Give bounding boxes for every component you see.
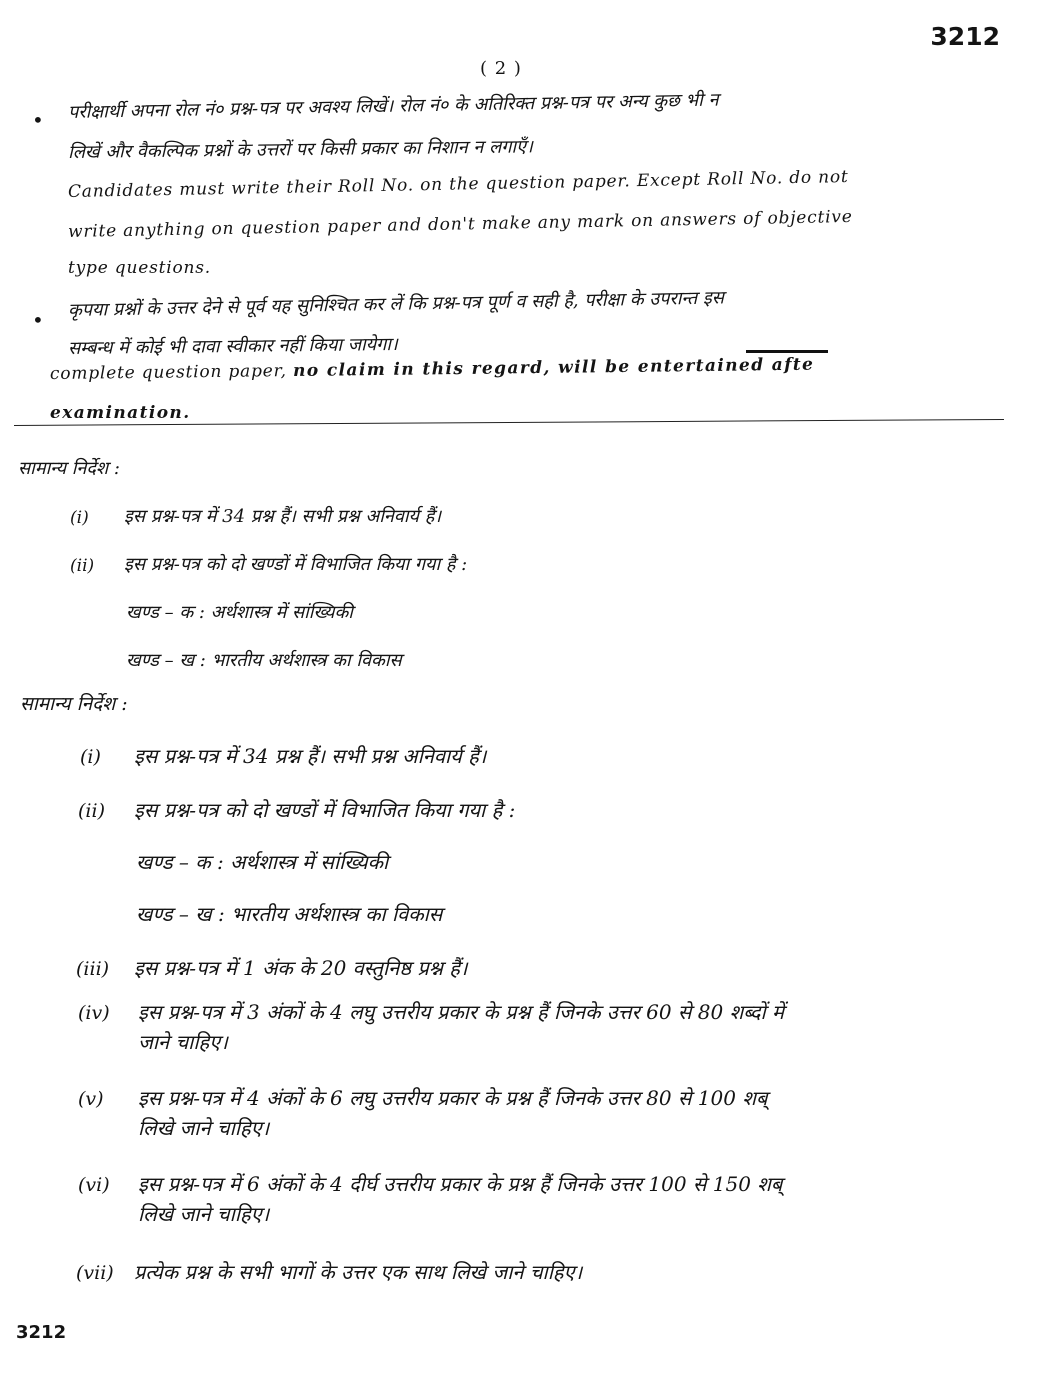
note-2-hindi-line-1: कृपया प्रश्नों के उत्तर देने से पूर्व यह सुनिश्चित कर लें कि प्रश्न-पत्र पूर्ण व सही है, परीक्षा के उपरान्त इस xyxy=(67,287,725,321)
small-item-1-num: (i) xyxy=(70,508,89,528)
bullet-icon: • xyxy=(32,308,44,332)
item-2-num: (ii) xyxy=(78,800,105,822)
item-4-text-line-1: इस प्रश्न-पत्र में 3 अंकों के 4 लघु उत्तरीय प्रकार के प्रश्न हैं जिनके उत्तर 60 से 80 शब्दों में xyxy=(138,1000,784,1024)
small-item-2-text: इस प्रश्न-पत्र को दो खण्डों में विभाजित किया गया है : xyxy=(124,554,468,575)
small-item-2-num: (ii) xyxy=(70,556,95,576)
item-4-text-line-2: जाने चाहिए। xyxy=(138,1030,228,1054)
item-6-text-line-1: इस प्रश्न-पत्र में 6 अंकों के 4 दीर्घ उत्तरीय प्रकार के प्रश्न हैं जिनके उत्तर 100 से 150 शब् xyxy=(138,1172,783,1196)
note-1-english-line-3: type questions. xyxy=(68,258,211,278)
item-7-num: (vii) xyxy=(76,1262,114,1284)
note-2-hindi-line-2: सम्बन्ध में कोई भी दावा स्वीकार नहीं किया जायेगा। xyxy=(67,333,398,359)
scan-mark xyxy=(746,350,828,353)
item-1-text: इस प्रश्न-पत्र में 34 प्रश्न हैं। सभी प्रश्न अनिवार्य हैं। xyxy=(134,744,487,768)
page-number: ( 2 ) xyxy=(480,58,522,79)
item-5-num: (v) xyxy=(78,1088,104,1110)
small-section-a: खण्ड – क : अर्थशास्त्र में सांख्यिकी xyxy=(126,602,353,623)
note-1-english-line-2: write anything on question paper and don't make any mark on answers of objective xyxy=(67,206,853,242)
section-b: खण्ड – ख : भारतीय अर्थशास्त्र का विकास xyxy=(136,902,443,926)
item-6-num: (vi) xyxy=(78,1174,110,1196)
note-2-english-bold: no claim in this regard, will be entertained afte xyxy=(292,354,815,382)
item-7-text: प्रत्येक प्रश्न के सभी भागों के उत्तर एक साथ लिखे जाने चाहिए। xyxy=(134,1260,583,1284)
note-2-english-line-1 xyxy=(50,355,815,384)
small-item-1-text: इस प्रश्न-पत्र में 34 प्रश्न हैं। सभी प्रश्न अनिवार्य हैं। xyxy=(124,506,442,527)
paper-code-top: 3212 xyxy=(930,22,1000,51)
item-4-num: (iv) xyxy=(78,1002,110,1024)
instructions-heading: सामान्य निर्देश : xyxy=(20,693,128,715)
item-6-text-line-2: लिखे जाने चाहिए। xyxy=(138,1202,270,1226)
item-3-text: इस प्रश्न-पत्र में 1 अंक के 20 वस्तुनिष्ठ प्रश्न हैं। xyxy=(134,956,468,980)
paper-code-bottom: 3212 xyxy=(16,1322,67,1343)
item-1-num: (i) xyxy=(80,746,101,768)
item-5-text-line-1: इस प्रश्न-पत्र में 4 अंकों के 6 लघु उत्तरीय प्रकार के प्रश्न हैं जिनके उत्तर 80 से 100 शब् xyxy=(138,1086,768,1110)
bullet-icon: • xyxy=(32,108,44,132)
note-1-hindi-line-1: परीक्षार्थी अपना रोल नं० प्रश्न-पत्र पर अवश्य लिखें। रोल नं० के अतिरिक्त प्रश्न-पत्र पर अन्य कुछ भी न xyxy=(67,89,719,123)
item-2-text: इस प्रश्न-पत्र को दो खण्डों में विभाजित किया गया है : xyxy=(134,798,516,822)
note-2-english-prefix: complete question paper, xyxy=(49,361,287,384)
item-3-num: (iii) xyxy=(76,958,110,980)
note-1-hindi-line-2: लिखें और वैकल्पिक प्रश्नों के उत्तरों पर किसी प्रकार का निशान न लगाएँ। xyxy=(67,136,533,163)
small-section-b: खण्ड – ख : भारतीय अर्थशास्त्र का विकास xyxy=(126,650,402,671)
instructions-heading-small: सामान्य निर्देश : xyxy=(18,458,120,479)
section-a: खण्ड – क : अर्थशास्त्र में सांख्यिकी xyxy=(136,850,389,874)
note-1-english-line-1: Candidates must write their Roll No. on the question paper. Except Roll No. do not xyxy=(67,167,849,202)
item-5-text-line-2: लिखे जाने चाहिए। xyxy=(138,1116,270,1140)
note-2-english-line-2: examination. xyxy=(50,403,191,423)
